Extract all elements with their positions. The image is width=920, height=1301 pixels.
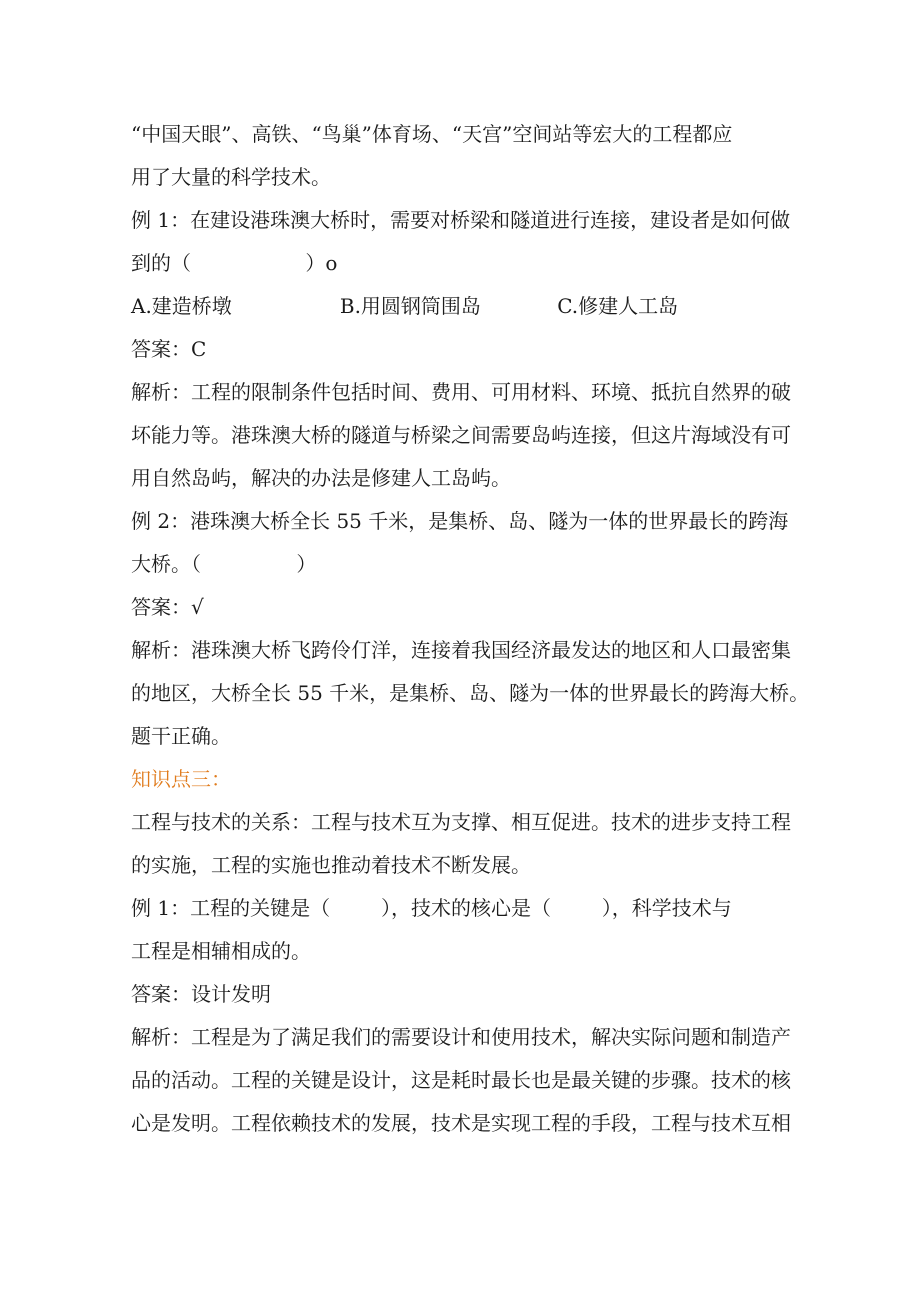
paragraph-line: 的实施，工程的实施也推动着技术不断发展。 [131,853,531,877]
analysis-line: 解析：港珠澳大桥飞跨伶仃洋，连接着我国经济最发达的地区和人口最密集 [131,638,791,662]
analysis-line: 解析：工程的限制条件包括时间、费用、可用材料、环境、抵抗自然界的破 [131,380,791,404]
example-question-line: 例 2：港珠澳大桥全长 55 千米，是集桥、岛、隧为一体的世界最长的跨海 [131,509,789,533]
answer-options: A.建造桥墩 B.用圆钢筒围岛 C.修建人工岛 [131,294,679,318]
answer-line: 答案：√ [131,595,204,619]
answer-line: 答案：设计发明 [131,982,271,1006]
section-heading: 知识点三： [131,767,231,791]
analysis-line: 解析：工程是为了满足我们的需要设计和使用技术，解决实际问题和制造产 [131,1025,791,1049]
analysis-line: 题干正确。 [131,724,231,748]
example-question-line: 例 1：在建设港珠澳大桥时，需要对桥梁和隧道进行连接，建设者是如何做 [131,208,791,232]
analysis-line: 坏能力等。港珠澳大桥的隧道与桥梁之间需要岛屿连接，但这片海域没有可 [131,423,791,447]
analysis-line: 品的活动。工程的关键是设计，这是耗时最长也是最关键的步骤。技术的核 [131,1068,791,1092]
answer-line: 答案：C [131,337,207,361]
paragraph-line: “中国天眼”、高铁、“鸟巢”体育场、“天宫”空间站等宏大的工程都应 [131,122,733,146]
example-question-line: 到的（ ）o [131,251,338,275]
example-question-line: 工程是相辅相成的。 [131,939,311,963]
example-question-line: 大桥。（ ） [131,552,317,576]
analysis-line: 心是发明。工程依赖技术的发展，技术是实现工程的手段，工程与技术互相 [131,1111,791,1135]
analysis-line: 用自然岛屿，解决的办法是修建人工岛屿。 [131,466,511,490]
example-question-line: 例 1：工程的关键是（ ），技术的核心是（ ），科学技术与 [131,896,732,920]
paragraph-line: 工程与技术的关系：工程与技术互为支撑、相互促进。技术的进步支持工程 [131,810,791,834]
analysis-line: 的地区，大桥全长 55 千米，是集桥、岛、隧为一体的世界最长的跨海大桥。 [131,681,810,705]
paragraph-line: 用了大量的科学技术。 [131,165,331,189]
